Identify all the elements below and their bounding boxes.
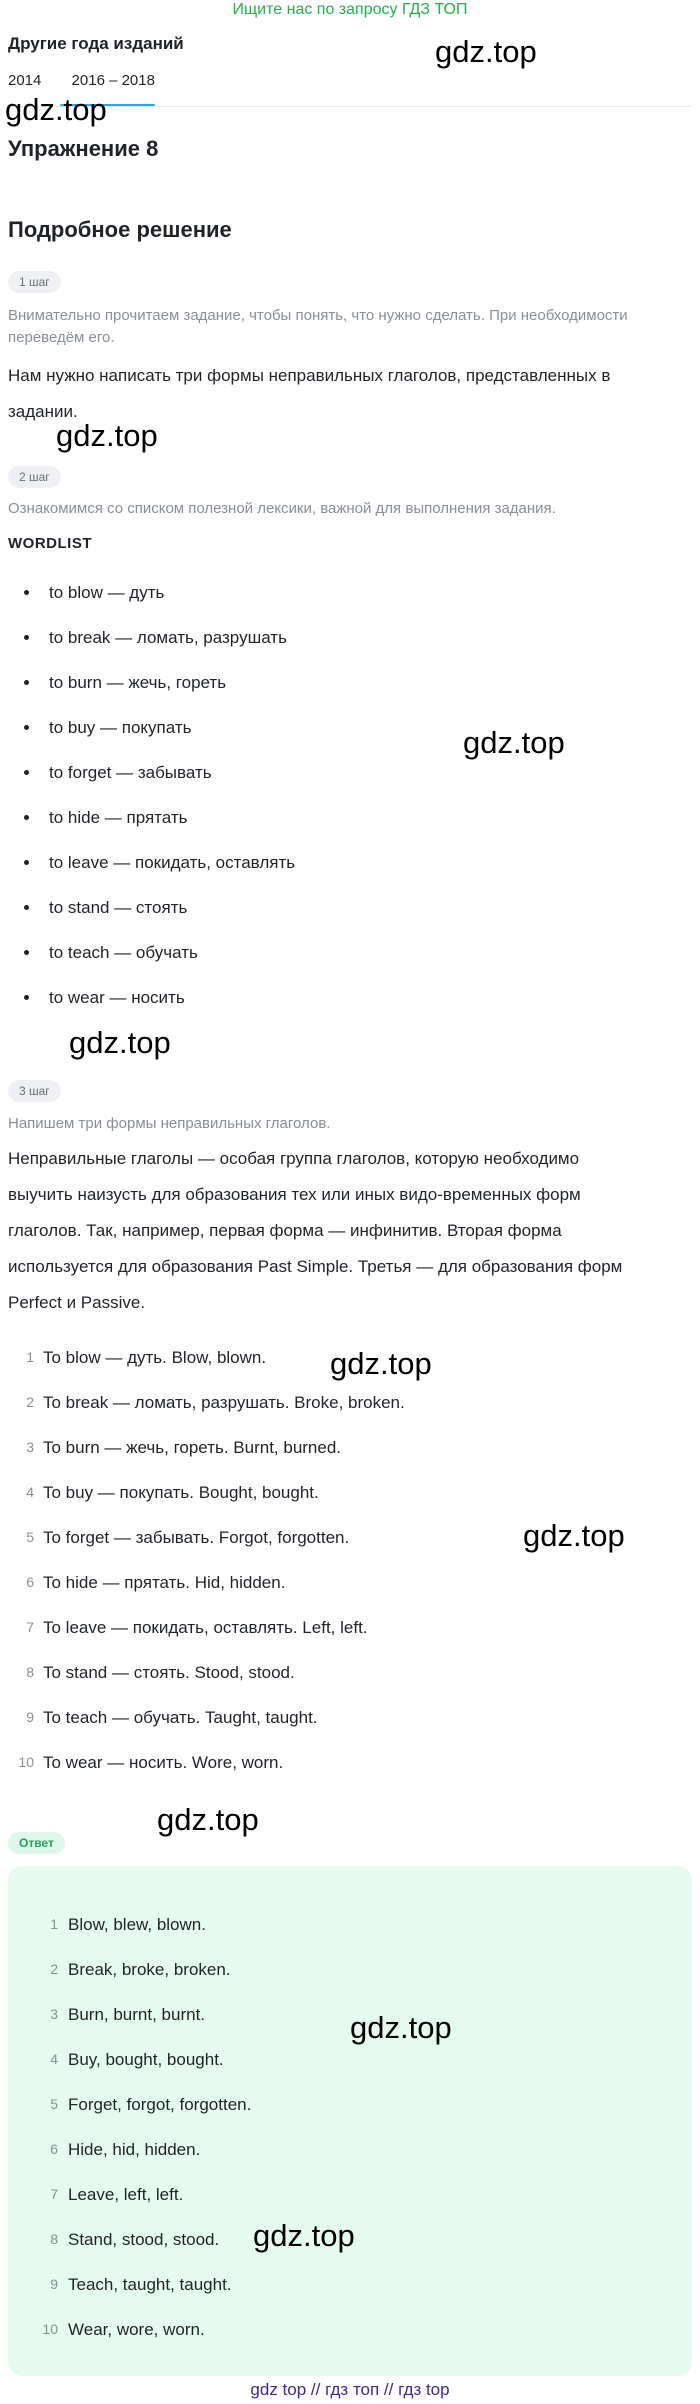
bullet-icon bbox=[24, 815, 29, 820]
solution-title: Подробное решение bbox=[8, 217, 232, 242]
step-2-badge: 2 шаг bbox=[8, 466, 61, 488]
list-item-text: Wear, wore, worn. bbox=[68, 2320, 205, 2339]
list-item-text: To wear — носить. Wore, worn. bbox=[43, 1753, 284, 1772]
list-item-text: To blow — дуть. Blow, blown. bbox=[43, 1348, 267, 1367]
list-item-text: To leave — покидать, оставлять. Left, left. bbox=[43, 1618, 368, 1637]
list-item-text: Leave, left, left. bbox=[68, 2185, 184, 2204]
list-item-text: Break, broke, broken. bbox=[68, 1960, 231, 1979]
list-item-text: to wear — носить bbox=[49, 988, 185, 1007]
list-item-text: to buy — покупать bbox=[49, 718, 192, 737]
step-3-paragraph-line-5: Perfect и Passive. bbox=[8, 1293, 146, 1312]
watermark: gdz.top bbox=[523, 1518, 625, 1553]
watermark: gdz.top bbox=[350, 2010, 452, 2045]
step-3-paragraph-line-3: глаголов. Так, например, первая форма — инфинитив. Вторая форма bbox=[8, 1221, 562, 1240]
watermark: gdz.top bbox=[463, 725, 565, 760]
list-item-text: to teach — обучать bbox=[49, 943, 198, 962]
header-divider bbox=[8, 106, 692, 107]
list-item-text: to burn — жечь, гореть bbox=[49, 673, 227, 692]
bullet-icon bbox=[24, 995, 29, 1000]
list-item-text: To burn — жечь, гореть. Burnt, burned. bbox=[43, 1438, 342, 1457]
footer-links[interactable]: gdz top // гдз топ // гдз top bbox=[250, 2380, 450, 2399]
bullet-icon bbox=[24, 680, 29, 685]
list-item-text: Burn, burnt, burnt. bbox=[68, 2005, 206, 2024]
list-item-text: To hide — прятать. Hid, hidden. bbox=[43, 1573, 286, 1592]
step-1-hint-line-1: Внимательно прочитаем задание, чтобы понять, что нужно сделать. При необходимости bbox=[8, 307, 628, 324]
list-item-text: Forget, forgot, forgotten. bbox=[68, 2095, 252, 2114]
bullet-icon bbox=[24, 905, 29, 910]
bullet-icon bbox=[24, 725, 29, 730]
step-1-badge: 1 шаг bbox=[8, 271, 61, 293]
bullet-icon bbox=[24, 590, 29, 595]
exercise-title: Упражнение 8 bbox=[8, 136, 159, 161]
answer-badge: Ответ bbox=[8, 1832, 65, 1854]
watermark: gdz.top bbox=[69, 1025, 171, 1060]
step-1-hint-line-2: переведём его. bbox=[8, 329, 115, 346]
list-item-text: Buy, bought, bought. bbox=[68, 2050, 224, 2069]
bullet-icon bbox=[24, 950, 29, 955]
step-3-paragraph-line-4: используется для образования Past Simple. Третья — для образования форм bbox=[8, 1257, 623, 1276]
list-item-text: to hide — прятать bbox=[49, 808, 188, 827]
list-item-text: to stand — стоять bbox=[49, 898, 188, 917]
step-1-text-line-2: задании. bbox=[8, 402, 78, 421]
bullet-icon bbox=[24, 860, 29, 865]
watermark: gdz.top bbox=[435, 34, 537, 69]
list-item-text: Hide, hid, hidden. bbox=[68, 2140, 201, 2159]
other-years-title: Другие года изданий bbox=[8, 34, 184, 53]
year-tab-2016-2018[interactable]: 2016 – 2018 bbox=[71, 72, 155, 89]
step-3-paragraph-line-1: Неправильные глаголы — особая группа глаголов, которую необходимо bbox=[8, 1149, 580, 1168]
step-3-paragraph-line-2: выучить наизусть для образования тех или иных видо-временных форм bbox=[8, 1185, 581, 1204]
watermark: gdz.top bbox=[5, 92, 107, 127]
watermark: gdz.top bbox=[157, 1802, 259, 1837]
list-item-text: Teach, taught, taught. bbox=[68, 2275, 232, 2294]
search-banner[interactable]: Ищите нас по запросу ГДЗ ТОП bbox=[232, 1, 468, 18]
list-item-text: to forget — забывать bbox=[49, 763, 212, 782]
step-3-badge: 3 шаг bbox=[8, 1080, 61, 1102]
list-item-text: To teach — обучать. Taught, taught. bbox=[43, 1708, 318, 1727]
watermark: gdz.top bbox=[56, 418, 158, 453]
list-item-text: Blow, blew, blown. bbox=[68, 1915, 206, 1934]
list-item-text: To buy — покупать. Bought, bought. bbox=[43, 1483, 319, 1502]
watermark: gdz.top bbox=[330, 1346, 432, 1381]
list-item-text: To break — ломать, разрушать. Broke, broken. bbox=[43, 1393, 405, 1412]
bullet-icon bbox=[24, 635, 29, 640]
year-tab-2014[interactable]: 2014 bbox=[8, 72, 42, 89]
wordlist-title: WORDLIST bbox=[8, 535, 92, 552]
list-item-text: Stand, stood, stood. bbox=[68, 2230, 220, 2249]
bullet-icon bbox=[24, 770, 29, 775]
watermark: gdz.top bbox=[253, 2218, 355, 2253]
step-3-hint: Напишем три формы неправильных глаголов. bbox=[8, 1115, 331, 1132]
step-1-text-line-1: Нам нужно написать три формы неправильных глаголов, представленных в bbox=[8, 366, 611, 385]
list-item-text: to blow — дуть bbox=[49, 583, 165, 602]
list-item-text: to break — ломать, разрушать bbox=[49, 628, 287, 647]
list-item-text: To stand — стоять. Stood, stood. bbox=[43, 1663, 295, 1682]
list-item-text: to leave — покидать, оставлять bbox=[49, 853, 296, 872]
step-2-hint: Ознакомимся со списком полезной лексики, важной для выполнения задания. bbox=[8, 500, 556, 517]
year-tabs bbox=[8, 72, 181, 89]
list-item-text: To forget — забывать. Forgot, forgotten. bbox=[43, 1528, 350, 1547]
